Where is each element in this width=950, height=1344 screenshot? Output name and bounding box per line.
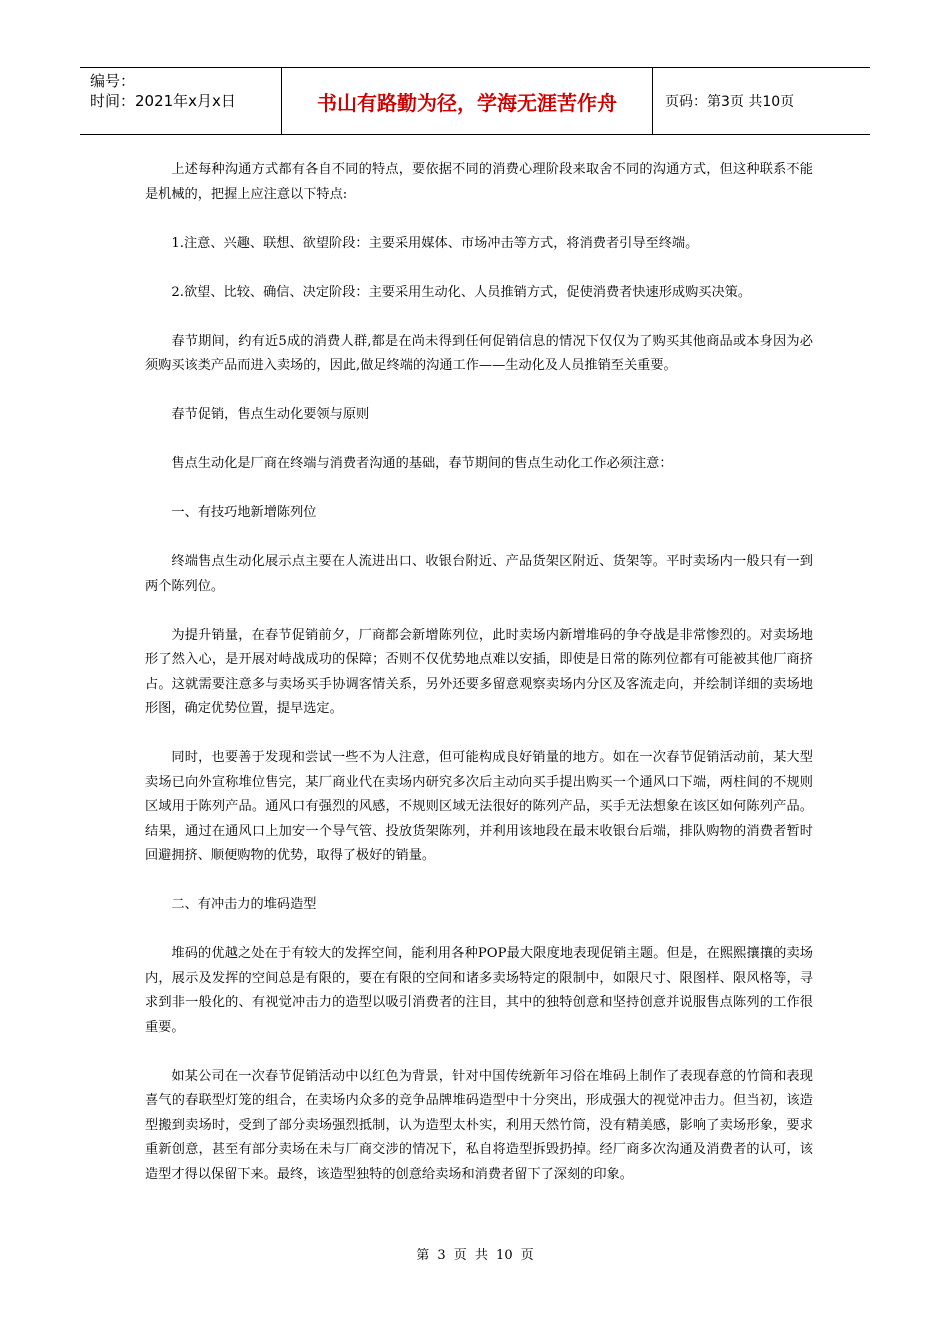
paragraph: 上述每种沟通方式都有各自不同的特点，要依据不同的消费心理阶段来取舍不同的沟通方式，但这种联系不能是机械的，把握上应注意以下特点: <box>145 162 813 202</box>
section-heading: 二、有冲击力的堆码造型 <box>171 897 317 912</box>
paragraph: 售点生动化是厂商在终端与消费者沟通的基础，春节期间的售点生动化工作必须注意： <box>171 456 673 471</box>
document-number-label: 编号： <box>90 72 136 90</box>
header-page-info: 页码：第3页 共10页 <box>665 94 795 110</box>
paragraph: 堆码的优越之处在于有较大的发挥空间，能利用各种POP最大限度地表现促销主题。但是，在熙熙攘攘的卖场内，展示及发挥的空间总是有限的，要在有限的空间和诸多卖场特定的限制中，如限尺寸、限图样、限风格等，寻求到非一般化的、有视觉冲击力的造型以吸引消费者的注目，其中的独特创意和坚持创意并说服售点陈列的工作很重要。 <box>145 946 813 1035</box>
document-date: 时间：2021年x月x日 <box>90 92 236 110</box>
section-heading: 春节促销，售点生动化要领与原则 <box>171 407 370 422</box>
header-left-cell <box>80 68 281 134</box>
paragraph: 同时，也要善于发现和尝试一些不为人注意，但可能构成良好销量的地方。如在一次春节促销活动前，某大型卖场已向外宣称堆位售完，某厂商业代在卖场内研究多次后主动向买手提出购买一个通风口下端，两柱间的不规则区域用于陈列产品。通风口有强烈的风感，不规则区域无法很好的陈列产品，买手无法想象在该区如何陈列产品。结果，通过在通风口上加安一个导气管、投放货架陈列，并利用该地段在最末收银台后端，排队购物的消费者暂时回避拥挤、顺便购物的优势，取得了极好的销量。 <box>145 750 813 863</box>
document-body <box>145 158 813 1212</box>
header-motto: 书山有路勤为径，学海无涯苦作舟 <box>281 68 653 134</box>
paragraph: 为提升销量，在春节促销前夕，厂商都会新增陈列位，此时卖场内新增堆码的争夺战是非常惨烈的。对卖场地形了然入心，是开展对峙战成功的保障；否则不仅优势地点难以安插，即使是日常的陈列位都有可能被其他厂商挤占。这就需要注意多与卖场买手协调客情关系，另外还要多留意观察卖场内分区及客流走向，并绘制详细的卖场地形图，确定优势位置，提早选定。 <box>145 627 813 716</box>
page-header <box>80 67 870 135</box>
paragraph: 2.欲望、比较、确信、决定阶段：主要采用生动化、人员推销方式，促使消费者快速形成购买决策。 <box>171 284 752 300</box>
section-heading: 一、有技巧地新增陈列位 <box>171 505 317 520</box>
paragraph: 春节期间，约有近5成的消费人群,都是在尚未得到任何促销信息的情况下仅仅为了购买其他商品或本身因为必须购买该类产品而进入卖场的，因此,做足终端的沟通工作——生动化及人员推销至关重要。 <box>145 333 813 373</box>
paragraph: 1.注意、兴趣、联想、欲望阶段：主要采用媒体、市场冲击等方式，将消费者引导至终端。 <box>171 235 699 251</box>
page-footer: 第 3 页 共 10 页 <box>416 1248 534 1263</box>
paragraph: 终端售点生动化展示点主要在人流进出口、收银台附近、产品货架区附近、货架等。平时卖场内一般只有一到两个陈列位。 <box>145 554 813 594</box>
paragraph: 如某公司在一次春节促销活动中以红色为背景，针对中国传统新年习俗在堆码上制作了表现春意的竹筒和表现喜气的春联型灯笼的组合，在卖场内众多的竞争品牌堆码造型中十分突出，形成强大的视觉冲击力。但当初，该造型搬到卖场时，受到了部分卖场强烈抵制，认为造型太朴实，利用天然竹筒，没有精美感，影响了卖场形象，要求重新创意，甚至有部分卖场在未与厂商交涉的情况下，私自将造型拆毁扔掉。经厂商多次沟通及消费者的认可，该造型才得以保留下来。最终，该造型独特的创意给卖场和消费者留下了深刻的印象。 <box>145 1068 813 1182</box>
